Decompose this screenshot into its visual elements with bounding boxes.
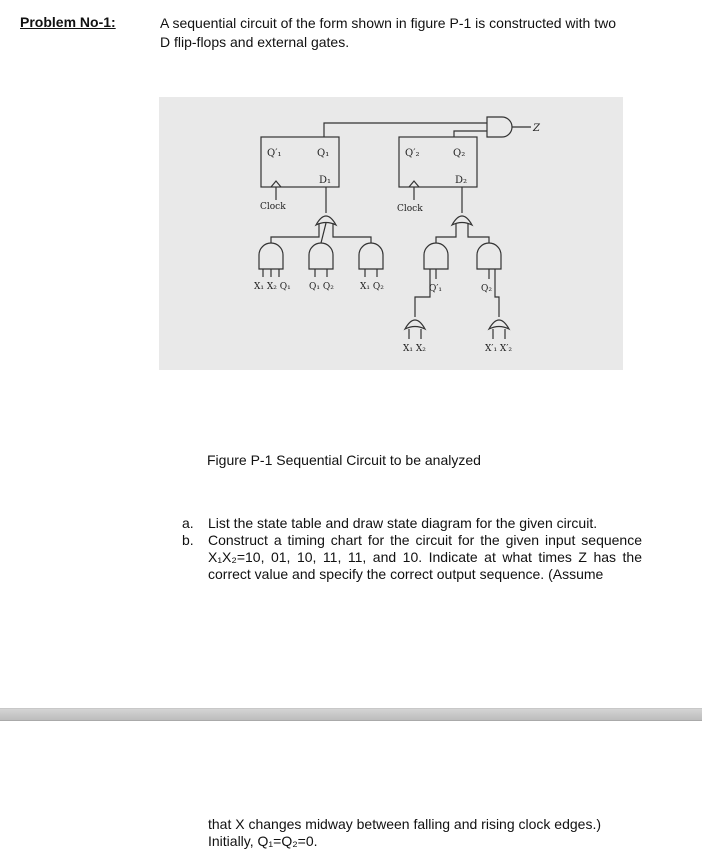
circuit-figure	[159, 97, 623, 370]
input-x1-q2: X₁ Q₂	[360, 282, 384, 292]
label-q2-prime: Q′₂	[405, 148, 420, 159]
label-clock-2: Clock	[397, 204, 423, 214]
question-marker: a.	[182, 515, 194, 531]
input-x1-x2-q1: X₁ X₂ Q₁	[254, 282, 291, 292]
question-a	[182, 515, 642, 532]
page-divider	[0, 708, 702, 721]
input-q1-q2: Q₁ Q₂	[309, 282, 334, 292]
label-clock-1: Clock	[260, 202, 286, 212]
question-b-continuation	[208, 816, 648, 850]
and-gate-1	[259, 243, 283, 269]
continuation-line-1: that X changes midway between falling and rising clock edges.)	[208, 816, 601, 832]
input-q1-prime: Q′₁	[429, 284, 443, 294]
continuation-line-2: Initially, Q₁=Q₂=0.	[208, 833, 318, 849]
or-gate-d2	[452, 216, 472, 225]
label-q1-prime: Q′₁	[267, 148, 282, 159]
label-q1: Q₁	[317, 148, 330, 159]
circuit-diagram	[159, 97, 623, 370]
input-x1p-x2p: X′₁ X′₂	[485, 344, 512, 354]
and-gate-z	[487, 117, 512, 137]
or-gate-x1x2	[405, 320, 425, 329]
question-text: List the state table and draw state diagram for the given circuit.	[208, 515, 598, 531]
or-gate-x1px2p	[489, 320, 509, 329]
input-q2: Q₂	[481, 284, 492, 294]
intro-line-1: A sequential circuit of the form shown in figure P-1 is constructed with two	[160, 15, 616, 31]
and-gate-5	[477, 243, 501, 269]
problem-label: Problem No-1:	[20, 14, 116, 30]
question-text: Construct a timing chart for the circuit for the given input sequence X₁X₂=10, 01, 10, 11, 11, and 10. Indicate at what times Z has the correct value and specify the correct output sequence. (Assume	[208, 532, 642, 582]
figure-caption: Figure P-1 Sequential Circuit to be analyzed	[207, 452, 481, 468]
input-x1-x2: X₁ X₂	[403, 344, 426, 354]
label-d1: D₁	[319, 175, 332, 186]
question-list	[182, 515, 642, 583]
label-z: Z	[533, 123, 540, 134]
question-b	[182, 532, 642, 583]
label-q2: Q₂	[453, 148, 466, 159]
problem-intro	[160, 14, 680, 52]
and-gate-4	[424, 243, 448, 269]
question-marker: b.	[182, 532, 194, 548]
label-d2: D₂	[455, 175, 468, 186]
and-gate-3	[359, 243, 383, 269]
intro-line-2: D flip-flops and external gates.	[160, 34, 350, 50]
and-gate-2	[309, 243, 333, 269]
